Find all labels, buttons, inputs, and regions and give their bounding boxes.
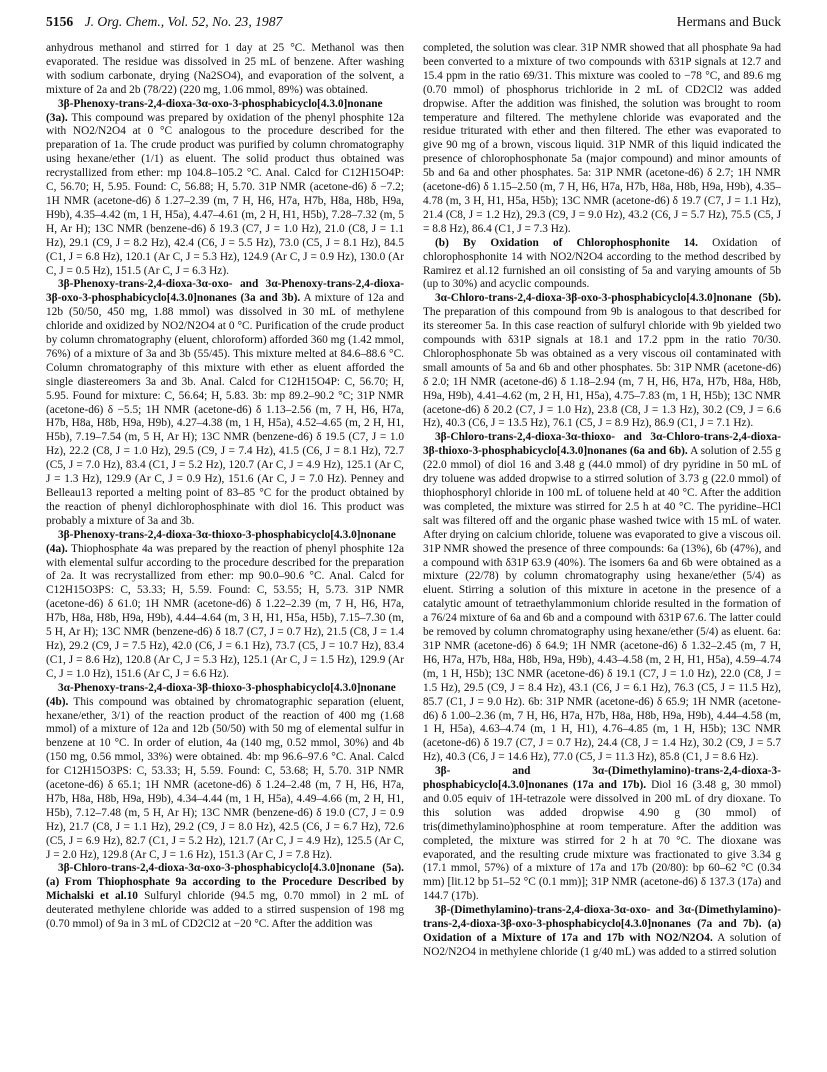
paragraph-text: The preparation of this compound from 9b is analogous to that described for its stereomer 5a. In this case reaction of sulfuryl chloride with 9b yielded two compounds with δ31P signals at 18.1 and 17.2 ppm in the ratio 70/30. Chlorophosphonate 5b was obtained as a very viscous oil contaminated with small amounts of 5a and 6b and other phosphates. 5b: 31P NMR (acetone-d6) δ 2.0; 1H NMR (acetone-d6) δ 1.18–2.94 (m, 7 H, H6, H7a, H7b, H8a, H8b, H9a, H9b), 4.41–4.62 (m, 2 H, H1, H5a), 4.75–7.83 (m, 1 H, H5b); 13C NMR (acetone-d6) δ 20.2 (C7, J = 1.0 Hz), 23.8 (C8, J = 1.3 Hz), 30.2 (C9, J = 6.6 Hz), 40.3 (C6, J = 13.5 Hz), 76.1 (C5, J = 8.9 Hz), 86.9 (C1, J = 7.1 Hz).	[423, 306, 781, 430]
paragraph-heading: 3β-(Dimethylamino)-trans-2,4-dioxa-3α-oxo- and 3α-(Dimethylamino)-trans-2,4-dioxa-3β-oxo-3-phosphabicyclo[4.3.0]nonanes (7a and 7b). (a) Oxidation of a Mixture of 17a and 17b with NO2/N2O4.	[423, 904, 781, 944]
paragraph	[423, 237, 781, 293]
paragraph-text: A solution of NO2/N2O4 in methylene chloride (1 g/40 mL) was added to a stirred solution	[423, 932, 781, 958]
paragraph-heading: 3β-Chloro-trans-2,4-dioxa-3α-oxo-3-phosphabicyclo[4.3.0]nonane (5a). (a) From Thiophosphate 9a according to the Procedure Described by Michalski et al.10	[46, 862, 404, 903]
paragraph-heading: 3α-Chloro-trans-2,4-dioxa-3β-oxo-3-phosphabicyclo[4.3.0]nonane (5b).	[435, 292, 781, 305]
paragraph-text: A solution of 2.55 g (22.0 mmol) of diol 16 and 3.48 g (44.0 mmol) of dry pyridine in 50 mL of dry toluene was added dropwise to a stirred solution of 3.73 g (22.0 mmol) of thiophosphoryl chloride in 100 mL of toluene held at 40 °C. After the addition was completed, the mixture was stirred for 2.5 h at 40 °C. The pyridine–HCl salt was filtered off and the organic phase washed twice with 15 mL of water. After drying on calcium chloride, toluene was evaporated to give a viscous oil. 31P NMR showed the presence of three compounds: 6a (13%), 6b (47%), and a compound with δ31P 63.9 (40%). The isomers 6a and 6b were obtained as a mixture (22/78) by column chromatography using hexane/ether (5/4) as eluent. Stirring a solution of this mixture in acetone in the presence of a catalytic amount of tetraethylammonium chloride resulted in the formation of a 76/24 mixture of 6a and 6b and a compound with δ31P 67.6. The latter could be removed by column chromatography using hexane/ether (5/4) as eluent. 6a: 31P NMR (acetone-d6) δ 64.9; 1H NMR (acetone-d6) δ 1.32–2.45 (m, 7 H, H6, H7a, H7b, H8a, H8b, H9a, H9b), 4.43–4.58 (m, 2 H, H1, H5a), 4.59–4.74 (m, 1 H, H5b); 13C NMR (acetone-d6) δ 19.1 (C7, J = 1.0 Hz), 22.0 (C8, J = 1.5 Hz), 29.5 (C9, J = 8.4 Hz), 43.1 (C6, J = 6.1 Hz), 76.3 (C5, J = 11.5 Hz), 85.7 (C1, J = 9.0 Hz). 6b: 31P NMR (acetone-d6) δ 65.9; 1H NMR (acetone-d6) δ 1.00–2.36 (m, 7 H, H6, H7a, H7b, H8a, H8b, H9a, H9b), 4.44–4.58 (m, 1 H, H5a), 4.63–4.74 (m, 1 H, H1), 4.76–4.85 (m, 1 H, H5b); 13C NMR (acetone-d6) δ 19.7 (C7, J = 0.7 Hz), 24.4 (C8, J = 1.4 Hz), 30.2 (C9, J = 5.7 Hz), 40.3 (C6, J = 14.6 Hz), 77.0 (C5, J = 11.3 Hz), 85.8 (C1, J = 8.6 Hz).	[423, 445, 781, 764]
header-authors: Hermans and Buck	[676, 14, 781, 29]
paragraph-heading: 3β-Phenoxy-trans-2,4-dioxa-3α-oxo-3-phosphabicyclo[4.3.0]nonane (3a).	[46, 97, 383, 124]
paragraph-text: Thiophosphate 4a was prepared by the reaction of phenyl phosphite 12a with elemental sulfur according to the procedure described for the preparation of 2a. It was recrystallized from ether: mp 90.0–90.6 °C. Anal. Calcd for C12H15O3PS: C, 53.33; H, 5.59. Found: C, 53.55; H, 5.73. 31P NMR (acetone-d6) δ 61.0; 1H NMR (acetone-d6) δ 1.22–2.39 (m, 7 H, H6, H7a, H7b, H8a, H8b, H9a, H9b), 4.44–4.64 (m, 3 H, H1, H5a, H5b), 7.15–7.30 (m, 5 H, Ar H); 13C NMR (benzene-d6) δ 18.7 (C7, J = 0.7 Hz), 21.5 (C8, J = 1.4 Hz), 29.2 (C9, J = 7.5 Hz), 42.0 (C6, J = 6.1 Hz), 73.7 (C5, J = 10.7 Hz), 83.4 (C1, J = 8.6 Hz), 120.8 (Ar C, J = 5.3 Hz), 125.1 (Ar C, J = 1.5 Hz), 129.9 (Ar C, J = 1.0 Hz), 151.6 (Ar C, J = 6.6 Hz).	[46, 542, 404, 680]
paragraph-text: This compound was obtained by chromatographic separation (eluent, hexane/ether, 3/1) of the reaction product of the reaction of 400 mg (1.68 mmol) of a mixture of 12a and 12b (50/50) with 50 mg of elemental sulfur in benzene at 10 °C. In order of elution, 4a (140 mg, 0.52 mmol, 30%) and 4b (150 mg, 0.56 mmol, 33%) were obtained. 4b: mp 96.6–97.6 °C. Anal. Calcd for C12H15O3PS: C, 53.33; H, 5.59. Found: C, 53.68; H, 5.70. 31P NMR (acetone-d6) δ 65.1; 1H NMR (acetone-d6) δ 1.24–2.48 (m, 7 H, H6, H7a, H7b, H8a, H8b, H9a, H9b), 4.34–4.44 (m, 1 H, H5a), 4.49–4.66 (m, 2 H, H1, H5b), 7.12–7.48 (m, 5 H, Ar H); 13C NMR (benzene-d6) δ 19.0 (C7, J = 0.9 Hz), 21.7 (C8, J = 1.1 Hz), 29.2 (C9, J = 8.0 Hz), 42.5 (C6, J = 6.7 Hz), 72.6 (C5, J = 6.9 Hz), 82.7 (C1, J = 5.2 Hz), 121.7 (Ar C, J = 4.9 Hz), 125.5 (Ar C, J = 2.0 Hz), 129.8 (Ar C, J = 1.6 Hz), 151.3 (Ar C, J = 7.8 Hz).	[46, 695, 404, 861]
right-column	[423, 42, 781, 1060]
header-left	[46, 14, 282, 30]
paragraph	[423, 292, 781, 431]
paragraph-heading: (b) By Oxidation of Chlorophosphonite 14.	[435, 236, 698, 249]
paragraph	[423, 904, 781, 960]
paragraph-text: This compound was prepared by oxidation of the phenyl phosphite 12a with NO2/N2O4 at 0 °C analogous to the procedure described for the preparation of 1a. The crude product was purified by column chromatography using hexane/ether (1/1) as eluent. The solid product thus obtained was recrystallized from ether: mp 104.8–105.2 °C. Anal. Calcd for C12H15O4P: C, 56.70; H, 5.95. Found: C, 56.88; H, 5.70. 31P NMR (acetone-d6) δ −7.2; 1H NMR (acetone-d6) δ 1.27–2.39 (m, 7 H, H6, H7a, H7b, H8a, H8b, H9a, H9b), 4.35–4.42 (m, 1 H, H5a), 4.47–4.61 (m, 2 H, H1, H5b), 7.28–7.32 (m, 5 H, Ar H); 13C NMR (benzene-d6) δ 19.3 (C7, J = 1.0 Hz), 21.0 (C8, J = 1.1 Hz), 29.1 (C9, J = 8.2 Hz), 42.4 (C6, J = 5.5 Hz), 73.0 (C5, J = 8.1 Hz), 84.5 (C1, J = 6.8 Hz), 120.1 (Ar C, J = 5.3 Hz), 124.9 (Ar C, J = 0.9 Hz), 130.0 (Ar C, J = 0.5 Hz), 151.5 (Ar C, J = 6.3 Hz).	[46, 111, 404, 277]
paragraph-heading: 3β- and 3α-(Dimethylamino)-trans-2,4-dioxa-3-phosphabicyclo[4.3.0]nonanes (17a and 17b).	[423, 765, 781, 792]
paragraph-text: Sulfuryl chloride (94.5 mg, 0.70 mmol) in 2 mL of deuterated methylene chloride was added to a stirred suspension of 198 mg (0.70 mmol) of 9a in 3 mL of CD2Cl2 at −20 °C. After the addition was	[46, 890, 404, 931]
paragraph	[46, 529, 404, 682]
paragraph-text: Oxidation of chlorophosphonite 14 with NO2/N2O4 according to the method described by Ramirez et al.12 furnished an oil consisting of 5a and varying amounts of 5b (up to 30%) and acyclic compounds.	[423, 236, 781, 291]
page-number: 5156	[46, 14, 74, 29]
paragraph	[423, 42, 781, 237]
paragraph	[46, 862, 404, 932]
paragraph	[46, 682, 404, 863]
paragraph	[423, 765, 781, 904]
paragraph-text: A mixture of 12a and 12b (50/50, 450 mg, 1.88 mmol) was dissolved in 30 mL of methylene chloride and oxidized by NO2/N2O4 at 0 °C. Purification of the crude product by column chromatography (eluent, chloroform) afforded 360 mg (1.42 mmol, 76%) of a mixture of 3a and 3b (55/45). This mixture melted at 84.6–88.6 °C. Column chromatography of this mixture with ether as eluent afforded the single diastereomers 3a and 3b. Anal. Calcd for C12H15O4P: C, 56.70; H, 5.95. Found for mixture: C, 56.64; H, 5.83. 3b: mp 89.2–90.2 °C; 31P NMR (acetone-d6) δ −5.5; 1H NMR (acetone-d6) δ 1.13–2.56 (m, 7 H, H6, H7a, H7b, H8a, H8b, H9a, H9b), 4.27–4.38 (m, 1 H, H5a), 4.52–4.65 (m, 2 H, H1, H5b), 7.19–7.54 (m, 5 H, Ar H); 13C NMR (benzene-d6) δ 19.5 (C7, J = 1.0 Hz), 22.2 (C8, J = 1.0 Hz), 29.5 (C9, J = 7.4 Hz), 41.5 (C6, J = 8.1 Hz), 72.7 (C5, J = 7.0 Hz), 83.4 (C1, J = 5.2 Hz), 120.7 (Ar C, J = 4.9 Hz), 125.1 (Ar C, J = 1.3 Hz), 129.9 (Ar C, J = 0.9 Hz), 151.6 (Ar C, J = 7.0 Hz). Penney and Belleau13 reported a melting point of 83–85 °C for the product obtained by the reaction of phenyl dichlorophosphinate with diol 16. This product was probably a mixture of 3a and 3b.	[46, 292, 404, 527]
paragraph	[46, 98, 404, 279]
paragraph-heading: 3β-Phenoxy-trans-2,4-dioxa-3α-oxo- and 3α-Phenoxy-trans-2,4-dioxa-3β-oxo-3-phosphabicyclo[4.3.0]nonanes (3a and 3b).	[46, 278, 404, 305]
paragraph-heading: 3β-Phenoxy-trans-2,4-dioxa-3α-thioxo-3-phosphabicyclo[4.3.0]nonane (4a).	[46, 528, 396, 555]
paragraph-text: Diol 16 (3.48 g, 30 mmol) and 0.05 equiv of 1H-tetrazole were dissolved in 200 mL of dry dioxane. To this solution was added dropwise 4.90 g (30 mmol) of tris(dimethylamino)phosphine at room temperature. After the addition was completed, the mixture was stirred for 2 h at 70 °C. The dioxane was evaporated, and the resulting crude mixture was fractionated to give 3.34 g (17.1 mmol, 57%) of a mixture of 17a and 17b (20/80): bp 60–62 °C (0.34 mm) [lit.12 bp 51–52 °C (0.1 mm)]; 31P NMR (acetone-d6) δ 137.3 (17a) and 144.7 (17b).	[423, 779, 781, 903]
paragraph	[423, 431, 781, 765]
paragraph-heading: 3α-Phenoxy-trans-2,4-dioxa-3β-thioxo-3-phosphabicyclo[4.3.0]nonane (4b).	[46, 681, 396, 708]
left-column	[46, 42, 404, 1060]
running-header	[46, 14, 781, 34]
paragraph-heading: 3β-Chloro-trans-2,4-dioxa-3α-thioxo- and 3α-Chloro-trans-2,4-dioxa-3β-thioxo-3-phosphabicyclo[4.3.0]nonanes (6a and 6b).	[423, 431, 781, 458]
paragraph	[46, 42, 404, 98]
paragraph-text: completed, the solution was clear. 31P NMR showed that all phosphate 9a had been converted to a mixture of two compounds with δ31P signals at 12.7 and 15.4 ppm in the ratio 69/31. This mixture was cooled to −78 °C, and 89.6 mg (0.70 mmol) of phosphorus trichloride in 2 mL of CD2Cl2 was added dropwise. After the addition was finished, the solution was brought to room temperature and filtered. The methylene chloride was evaporated and the residue triturated with ether and then filtered. The ether was evaporated to give 90 mg of a brown, viscous liquid. 31P NMR of this liquid indicated the presence of chlorophosphonate 5a (major compound) and minor amounts of 5b and 6a and other phosphates. 5a: 31P NMR (acetone-d6) δ 2.7; 1H NMR (acetone-d6) δ 1.15–2.50 (m, 7 H, H6, H7a, H7b, H8a, H8b, H9a, H9b), 4.35–4.78 (m, 3 H, H1, H5a, H5b); 13C NMR (acetone-d6) δ 19.7 (C7, J = 1.1 Hz), 21.4 (C8, J = 1.2 Hz), 29.3 (C9, J = 9.0 Hz), 43.2 (C6, J = 5.7 Hz), 75.5 (C5, J = 8.8 Hz), 86.4 (C1, J = 7.3 Hz).	[423, 42, 781, 235]
paragraph-text: anhydrous methanol and stirred for 1 day at 25 °C. Methanol was then evaporated. The residue was dissolved in 25 mL of benzene. After washing with sodium carbonate, drying (Na2SO4), and evaporation of the solvent, a mixture of 2a and 2b (78/22) (220 mg, 1.06 mmol, 89%) was obtained.	[46, 42, 404, 96]
journal-citation: J. Org. Chem., Vol. 52, No. 23, 1987	[84, 14, 283, 29]
paragraph	[46, 278, 404, 528]
